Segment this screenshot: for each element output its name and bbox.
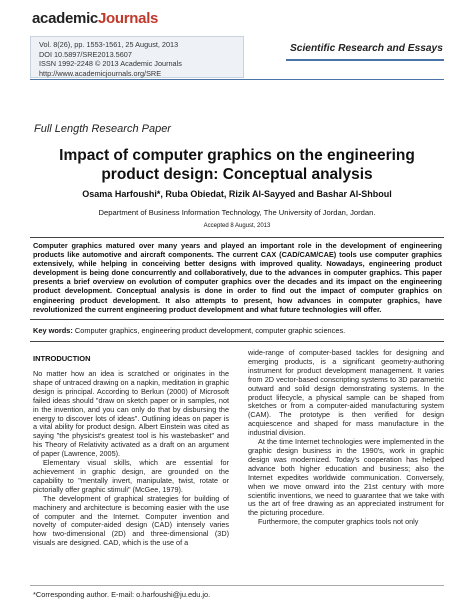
paragraph: Elementary visual skills, which are essential for achievement in graphic design, are grounded on the capability to "mentally invert, manipulate, twist, rotate or pictorially offer graphic stimuli" (McGee, 1979). <box>33 458 229 494</box>
journal-name-underline <box>286 59 444 61</box>
volume-line: Vol. 8(26), pp. 1553-1561, 25 August, 2013 <box>39 40 179 49</box>
issn-line: ISSN 1992-2248 © 2013 Academic Journals <box>39 59 182 69</box>
author-list: Osama Harfoushi*, Ruba Obiedat, Rizik Al-Sayyed and Bashar Al-Shboul <box>82 189 392 199</box>
paragraph: No matter how an idea is scratched or originates in the shape of untraced drawing on a napkin, meditation in graphic design is principal. According to Berkun (2000) of Microsoft failed ideas should "draw on sketch paper or in samples, not in the invention, and you can only do that by disbursing the energy to discover lots of ideas". Outlining ideas on paper is a vital ability for product design. Albert Einstein was cited as saying "the physicist's greatest tool is his wastebasket" and his Theory of Relativity activated as a draft on an argument of paper (Lawrence, 2005). <box>33 369 229 459</box>
author-affiliation: Department of Business Information Technology, The University of Jordan, Jordan. <box>98 208 376 217</box>
logo-prefix: academic <box>32 10 98 27</box>
keywords-label: Key words: <box>33 326 73 335</box>
body-column-left <box>33 370 229 548</box>
header-divider <box>30 79 444 80</box>
logo-suffix: Journals <box>97 10 159 27</box>
publisher-logo <box>32 10 158 27</box>
paragraph: wide-range of computer-based tackles for designing and emerging products, is a significant geometry-authoring instrument for product development management. It varies from 2D vector-based conscripting systems to 3D parametric outward and solid design demonstrating systems. In the product lifecycle, a physical sample can be shaped from sketches or from a computer-aided manufacturing system (CAM). The prototype is then verified for design acquiescence and shaped for mass manufacture in the industrial division. <box>248 348 444 438</box>
accepted-date: Accepted 8 August, 2013 <box>203 223 271 229</box>
paragraph: Furthermore, the computer graphics tools not only <box>258 517 419 527</box>
keywords <box>33 326 345 335</box>
journal-name: Scientific Research and Essays <box>290 43 443 54</box>
paper-title: Impact of computer graphics on the engineering product design: Conceptual analysis <box>59 147 415 183</box>
body-column-right <box>248 349 444 527</box>
paper-type: Full Length Research Paper <box>34 123 171 135</box>
section-heading: INTRODUCTION <box>33 354 91 363</box>
paragraph: At the time Internet technologies were implemented in the graphic design business in the 1990's, work in graphic design was modernized. Today's cooperation has helped advance both higher education and business; also the Internet expedites worldwide communication. Conversely, when we move onward into the 21st century with more scientific inventions, we need to guarantee that we take with us the art of free drawing as an appreciated instrument for the picturing procedure. <box>248 437 444 518</box>
paragraph: The development of graphical strategies for building of machinery and architecture is becoming easier with the use of computer and the Internet. Computer invention and novelty of computer-aided design (CAD) intensely varies how two-dimensional (2D) and three-dimensional (3D) visuals are designed. CAD, which is the use of a <box>33 493 229 548</box>
article-metadata-box <box>30 36 244 78</box>
footnote-divider <box>30 585 444 586</box>
keywords-divider <box>30 341 444 342</box>
abstract: Computer graphics matured over many years and played an important role in the development of engineering products like automotive and aircraft components. The current CAX (CAD/CAM/CAE) tools use computer graphics extensively, while helping in conceiving better designs with improved quality. Nowadays, engineering product development is being done concurrently and collaboratively, due to the advances in computer graphics. This paper presents a brief overview on evolution of computer graphics over the decades and its impact on the engineering product development. Conceptual analysis is done in order to find out the impact of computer graphics on engineering product development. It also attempts to present, how advances in computer graphics, have revolutionized the current engineering product development and what future technologies will offer. <box>30 237 444 320</box>
corresponding-author-footnote: *Corresponding author. E-mail: o.harfoushi@ju.edu.jo. <box>33 590 211 599</box>
keywords-text: Computer graphics, engineering product development, computer graphic sciences. <box>72 326 346 335</box>
journal-url-line[interactable]: http://www.academicjournals.org/SRE <box>39 68 162 78</box>
doi-line: DOI 10.5897/SRE2013.5607 <box>39 49 132 59</box>
